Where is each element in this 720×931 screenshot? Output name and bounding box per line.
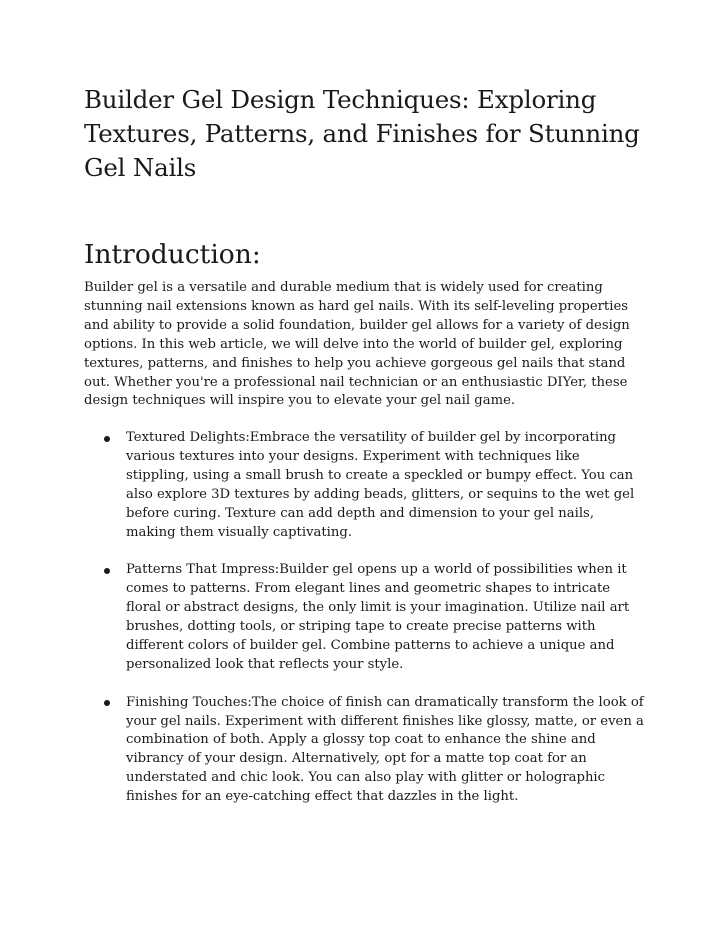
list-item (84, 694, 644, 807)
list-item-text: Patterns That Impress:Builder gel opens up a world of possibilities when it comes to patterns. From elegant lines and geometric shapes to intricate floral or abstract designs, the only limit is your imagination. Utilize nail art brushes, dotting tools, or striping tape to create precise patterns with different colors of builder gel. Combine patterns to achieve a unique and personalized look that reflects your style. (126, 562, 630, 672)
bullet-icon (104, 700, 110, 706)
technique-list (84, 429, 644, 826)
intro-paragraph: Builder gel is a versatile and durable medium that is widely used for creating stunning nail extensions known as hard gel nails. With its self-leveling properties and ability to provide a solid foundation, builder gel allows for a variety of design options. In this web article, we will delve into the world of builder gel, exploring textures, patterns, and finishes to help you achieve gorgeous gel nails that stand out. Whether you're a professional nail technician or an enthusiastic DIYer, these design techniques will inspire you to elevate your gel nail game. (84, 280, 630, 409)
document-title: Builder Gel Design Techniques: Exploring Textures, Patterns, and Finishes for Stunning Gel Nails (84, 85, 640, 182)
list-item (84, 561, 644, 674)
list-item-text: Textured Delights:Embrace the versatility of builder gel by incorporating various textures into your designs. Experiment with techniques like stippling, using a small brush to create a speckled or bumpy effect. You can also explore 3D textures by adding beads, glitters, or sequins to the wet gel before curing. Texture can add depth and dimension to your gel nails, making them visually captivating. (126, 430, 635, 540)
list-item (84, 429, 644, 542)
intro-heading: Introduction: (84, 239, 261, 270)
list-item-text: Finishing Touches:The choice of finish can dramatically transform the look of your gel nails. Experiment with different finishes like glossy, matte, or even a combination of both. Apply a glossy top coat to enhance the shine and vibrancy of your design. Alternatively, opt for a matte top coat for an understated and chic look. You can also play with glitter or holographic finishes for an eye-catching effect that dazzles in the light. (126, 694, 644, 805)
bullet-icon (104, 568, 110, 574)
bullet-icon (104, 436, 110, 442)
